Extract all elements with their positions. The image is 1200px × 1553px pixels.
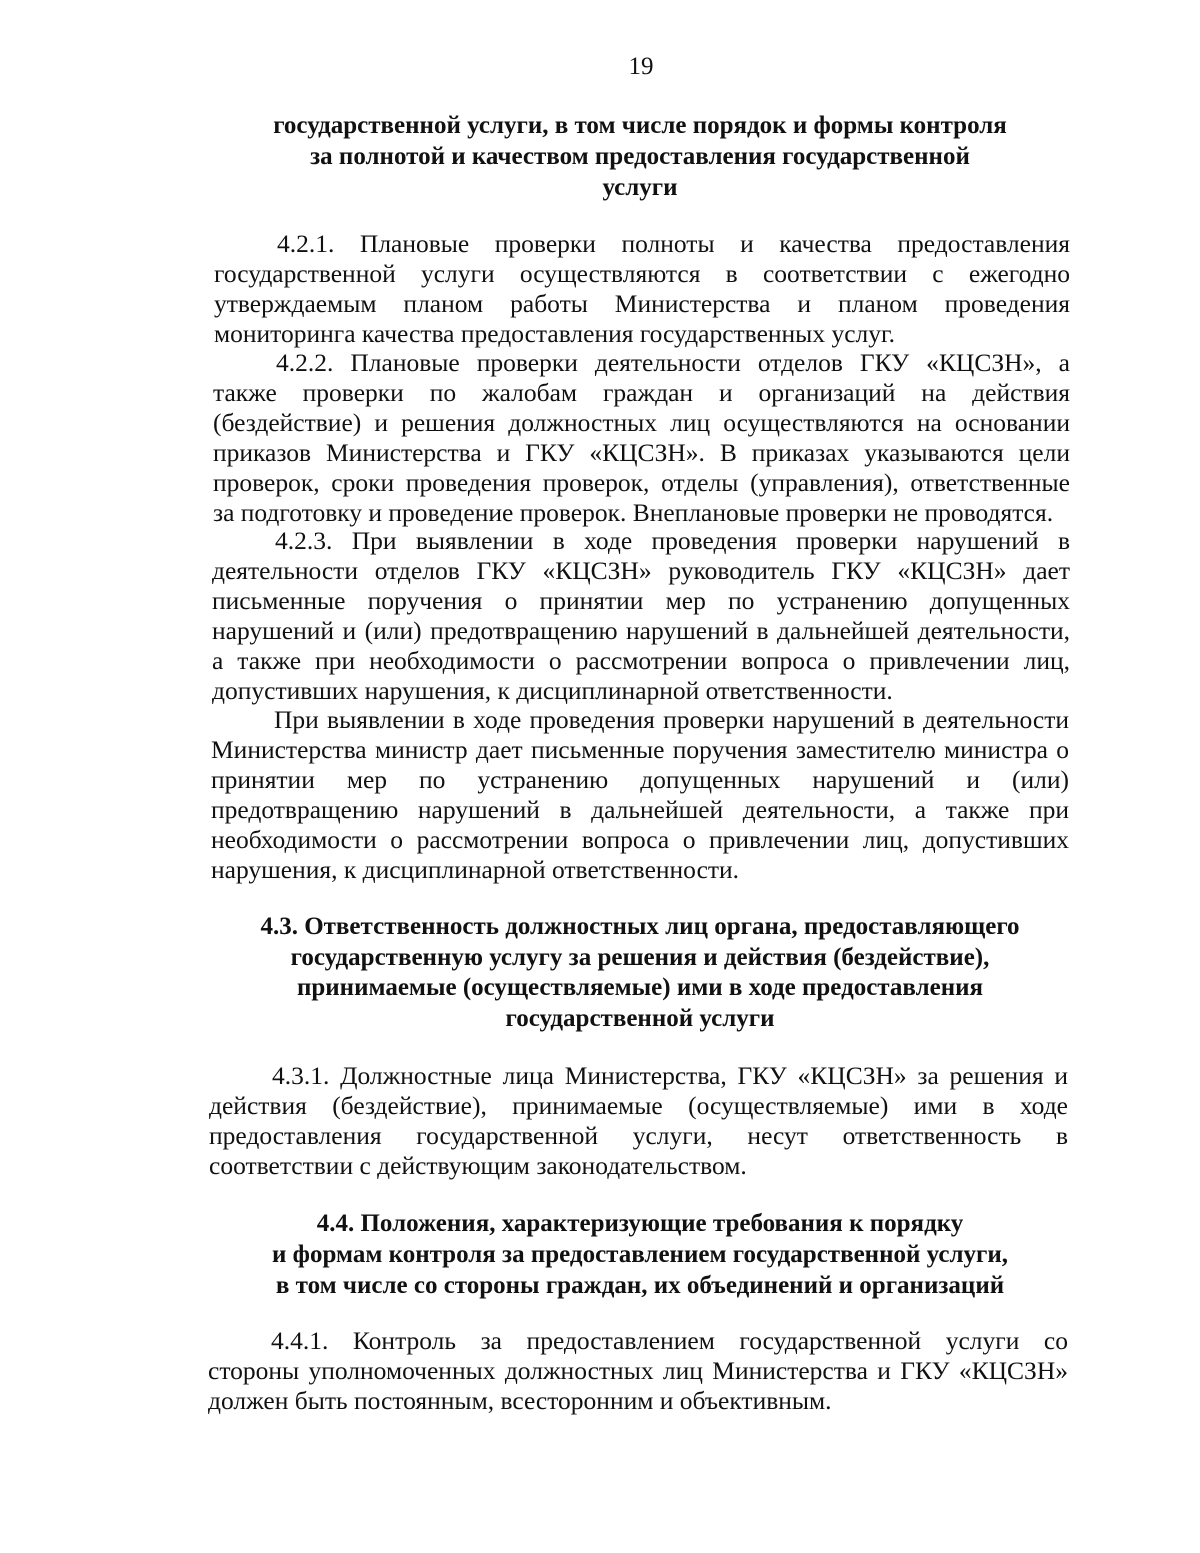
paragraph-4-3-1	[209, 1061, 1068, 1181]
paragraph-line: утверждаемым планом работы Министерства и планом проведения	[214, 289, 1070, 318]
paragraph-line: 4.2.2. Плановые проверки деятельности отделов ГКУ «КЦСЗН», а	[276, 348, 1070, 377]
paragraph-line: принятии мер по устранению допущенных нарушений и (или)	[211, 765, 1069, 794]
paragraph-line: нарушения, к дисциплинарной ответственности.	[211, 855, 740, 884]
heading-line: в том числе со стороны граждан, их объединений и организаций	[275, 1272, 1005, 1299]
paragraph-line: за подготовку и проведение проверок. Внеплановые проверки не проводятся.	[213, 498, 1054, 527]
paragraph-line: приказов Министерства и ГКУ «КЦСЗН». В приказах указываются цели	[213, 438, 1070, 467]
paragraph-line: предоставления государственной услуги, несут ответственность в	[209, 1121, 1068, 1150]
heading-line: за полнотой и качеством предоставления государственной	[310, 143, 970, 170]
paragraph-line: 4.4.1. Контроль за предоставлением государственной услуги со	[271, 1326, 1068, 1355]
heading-line: государственной услуги, в том числе порядок и формы контроля	[273, 112, 1007, 139]
paragraph-line: а также при необходимости о рассмотрении вопроса о привлечении лиц,	[212, 646, 1070, 675]
paragraph-line: должен быть постоянным, всесторонним и объективным.	[208, 1386, 832, 1415]
heading-line: 4.4. Положения, характеризующие требования к порядку	[316, 1210, 964, 1237]
paragraph-line: предотвращению нарушений в дальнейшей деятельности, а также при	[211, 795, 1069, 824]
paragraph-line: (бездействие) и решения должностных лиц осуществляются на основании	[213, 408, 1070, 437]
paragraph-minister	[211, 705, 1069, 885]
paragraph-line: нарушений и (или) предотвращению нарушений в дальнейшей деятельности,	[212, 616, 1070, 645]
paragraph-4-2-2	[213, 348, 1070, 528]
paragraph-line: деятельности отделов ГКУ «КЦСЗН» руководитель ГКУ «КЦСЗН» дает	[212, 556, 1070, 585]
heading-line: 4.3. Ответственность должностных лиц органа, предоставляющего	[260, 913, 1020, 940]
paragraph-line: соответствии с действующим законодательством.	[209, 1151, 747, 1180]
paragraph-line: 4.2.3. При выявлении в ходе проведения проверки нарушений в	[275, 526, 1070, 555]
paragraph-line: 4.2.1. Плановые проверки полноты и качества предоставления	[277, 229, 1070, 258]
paragraph-line: допустивших нарушения, к дисциплинарной ответственности.	[212, 676, 893, 705]
paragraph-line: Министерства министр дает письменные поручения заместителю министра о	[211, 735, 1069, 764]
paragraph-4-2-1	[214, 229, 1070, 349]
paragraph-line: также проверки по жалобам граждан и организаций на действия	[213, 378, 1070, 407]
section-heading-continuation	[200, 110, 1080, 203]
paragraph-line: проверок, сроки проведения проверок, отделы (управления), ответственные	[213, 468, 1070, 497]
section-heading-4-4	[200, 1208, 1080, 1301]
page-number: 19	[628, 53, 654, 80]
heading-line: государственной услуги	[505, 1004, 775, 1032]
heading-line: государственную услугу за решения и действия (бездействие),	[290, 943, 990, 971]
paragraph-line: мониторинга качества предоставления государственных услуг.	[214, 319, 895, 348]
paragraph-line: государственной услуги осуществляются в соответствии с ежегодно	[214, 259, 1070, 288]
heading-line: и формам контроля за предоставлением государственной услуги,	[272, 1241, 1008, 1268]
paragraph-line: 4.3.1. Должностные лица Министерства, ГКУ «КЦСЗН» за решения и	[272, 1061, 1068, 1090]
paragraph-line: необходимости о рассмотрении вопроса о привлечении лиц, допустивших	[211, 825, 1069, 854]
paragraph-4-4-1	[208, 1326, 1068, 1416]
paragraph-line: действия (бездействие), принимаемые (осуществляемые) ими в ходе	[209, 1091, 1068, 1120]
heading-line: принимаемые (осуществляемые) ими в ходе предоставления	[296, 974, 984, 1001]
paragraph-line: стороны уполномоченных должностных лиц Министерства и ГКУ «КЦСЗН»	[208, 1356, 1068, 1385]
paragraph-4-2-3	[212, 526, 1070, 706]
paragraph-line: письменные поручения о принятии мер по устранению допущенных	[212, 586, 1070, 615]
paragraph-line: При выявлении в ходе проведения проверки нарушений в деятельности	[274, 705, 1069, 734]
heading-line: услуги	[602, 174, 678, 201]
section-heading-4-3	[200, 912, 1080, 1034]
